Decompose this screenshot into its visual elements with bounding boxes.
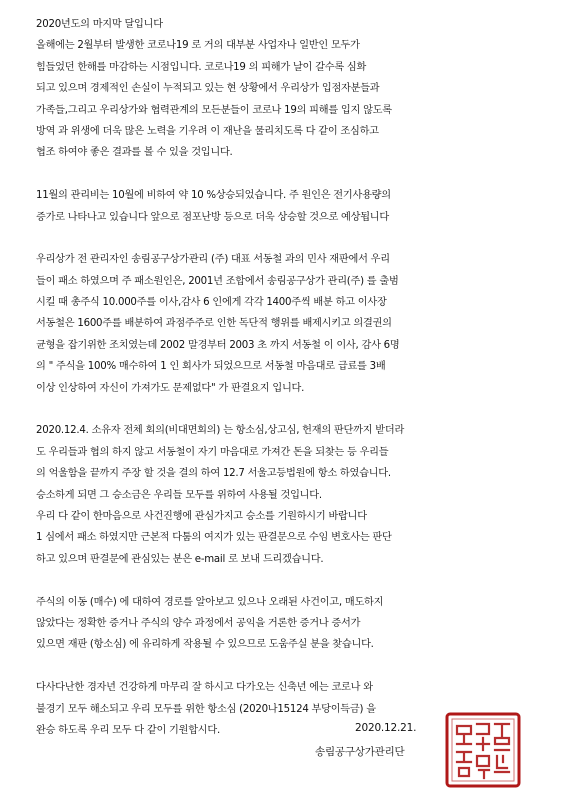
paragraph-gap <box>36 399 556 420</box>
text-line: 힘들었던 한해를 마감하는 시점입니다. 코로나19 의 피해가 날이 갈수록 심화 <box>36 61 367 73</box>
paragraph-gap <box>36 228 556 249</box>
paragraph-gap <box>36 570 556 591</box>
text-line: 우리 다 같이 한마음으로 사건진행에 관심가지고 승소를 기원하시기 바랍니다 <box>36 510 367 522</box>
text-line: 1 심에서 패소 하였지만 근본적 다툼의 여지가 있는 판결문으로 수임 변호사는 판단 <box>36 532 392 544</box>
letter-date: 2020.12.21. <box>355 722 417 734</box>
text-line: 승소하게 되면 그 승소금은 우리들 모두를 위하여 사용될 것입니다. <box>36 489 322 501</box>
text-line: 들이 패소 하였으며 주 패소원인은, 2001년 조합에서 송림공구상가 관리(주) 를 출범 <box>36 275 399 287</box>
paragraph-gap <box>36 656 556 677</box>
text-line: 서동철은 1600주를 배분하여 과점주주로 인한 독단적 행위를 배제시키고 의결권의 <box>36 318 392 330</box>
text-line: 증가로 나타나고 있습니다 앞으로 점포난방 등으로 더욱 상승할 것으로 예상됩니다 <box>36 211 389 223</box>
organization-name: 송림공구상가관리단 <box>315 746 405 758</box>
text-line: 올해에는 2월부터 발생한 코로나19 로 거의 대부분 사업자나 일반인 모두가 <box>36 40 360 52</box>
text-line: 의 " 주식을 100% 매수하여 1 인 회사가 되었으므로 서동철 마음대로 급료를 3배 <box>36 361 386 373</box>
text-line: 가족들,그리고 우리상가와 협력관계의 모든분들이 코로나 19의 피해를 입지 않도록 <box>36 104 392 116</box>
text-line: 균형을 잡기위한 조치였는데 2002 말경부터 2003 초 까지 서동철 이 이사, 감사 6명 <box>36 339 400 351</box>
text-line: 시킬 때 총주식 10.000주를 이사,감사 6 인에게 각각 1400주씩 배분 하고 이사장 <box>36 297 387 309</box>
text-line: 의 억울함을 끝까지 주장 할 것을 결의 하여 12.7 서울고등법원에 항소 하였습니다. <box>36 468 391 480</box>
text-line: 완승 하도록 우리 모두 다 같이 기원합시다. <box>36 724 220 736</box>
text-line: 되고 있으며 경제적인 손실이 누적되고 있는 현 상황에서 우리상가 입점자분들과 <box>36 83 380 95</box>
paragraph-gap <box>36 164 556 185</box>
text-line: 있으면 재판 (항소심) 에 유리하게 작용될 수 있으므로 도움주실 분을 찾습니다. <box>36 639 374 651</box>
letter-body <box>36 14 556 741</box>
text-line: 다사다난한 경자년 건강하게 마무리 잘 하시고 다가오는 신축년 에는 코로나 와 <box>36 682 373 694</box>
text-line: 이상 인상하여 자신이 가져가도 문제없다" 가 판결요지 입니다. <box>36 382 305 394</box>
text-line: 도 우리들과 협의 하지 않고 서동철이 자기 마음대로 가져간 돈을 되찾는 등 우리들 <box>36 446 389 458</box>
text-line: 않았다는 정확한 증거나 주식의 양수 과정에서 공익을 거론한 증거나 증서가 <box>36 617 361 629</box>
text-line: 주식의 이동 (매수) 에 대하여 경로를 알아보고 있으나 오래된 사건이고, 매도하지 <box>36 596 384 608</box>
text-line: 2020년도의 마지막 달입니다 <box>36 19 163 30</box>
text-line: 우리상가 전 관리자인 송림공구상가관리 (주) 대표 서동철 과의 민사 재판에서 우리 <box>36 254 390 266</box>
text-line: 협조 하여야 좋은 결과를 볼 수 있을 것입니다. <box>36 147 233 159</box>
text-line: 하고 있으며 판결문에 관심있는 분은 e-mail 로 보내 드리겠습니다. <box>36 553 324 565</box>
text-line: 불경기 모두 해소되고 우리 모두를 위한 항소심 (2020나15124 부당이득금) 을 <box>36 703 376 715</box>
text-line: 방역 과 위생에 더욱 많은 노력을 기우려 이 재난을 물리치도록 다 같이 조심하고 <box>36 125 379 137</box>
text-line: 11월의 관리비는 10월에 비하여 약 10 %상승되었습니다. 주 원인은 전기사용량의 <box>36 190 391 202</box>
seal-stamp-icon <box>445 712 521 788</box>
text-line: 2020.12.4. 소유자 전체 회의(비대면회의) 는 항소심,상고심, 헌재의 판단까지 받더라 <box>36 425 405 437</box>
